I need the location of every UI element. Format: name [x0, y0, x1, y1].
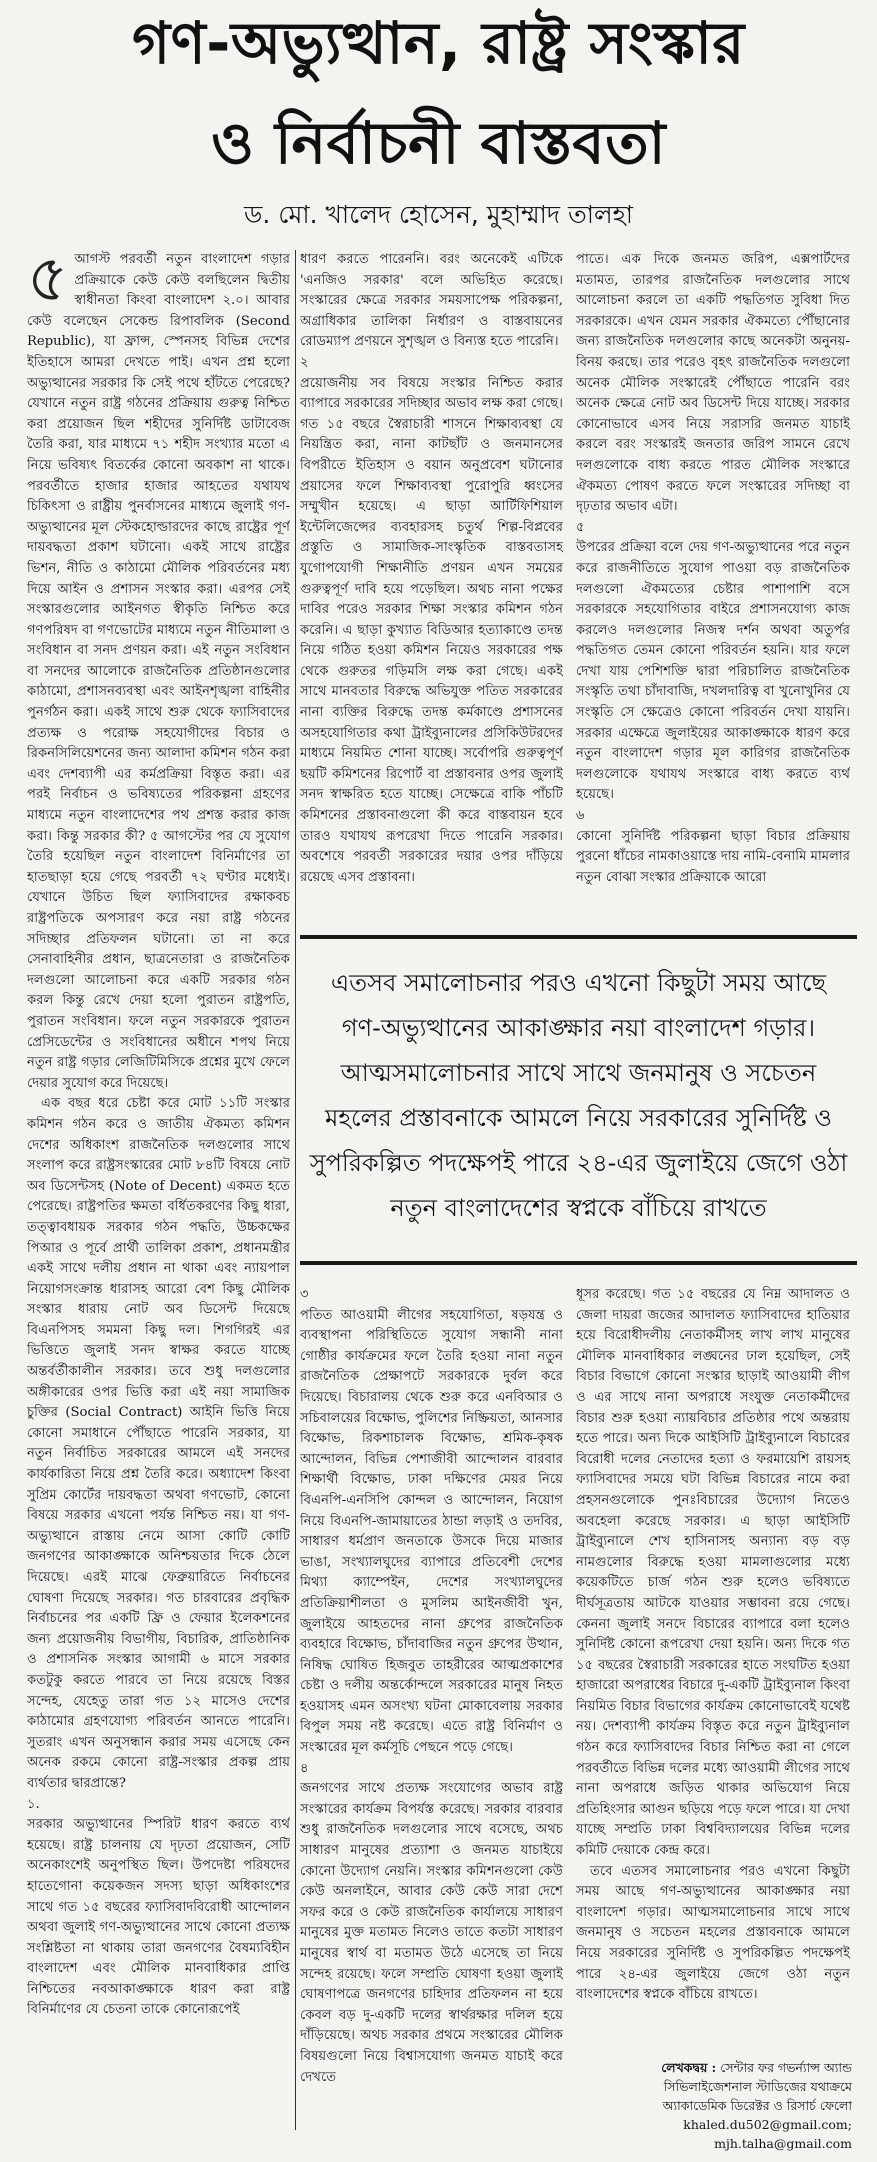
headline-line-2: ও নির্বাচনী বাস্তবতা [211, 109, 666, 177]
author-label: লেখকদ্বয় : [661, 2060, 717, 2075]
column-2-bottom [300, 1285, 563, 2135]
pull-quote [300, 935, 857, 1265]
paragraph: পতিত আওয়ামী লীগের সহযোগিতা, ষড়যন্ত্র ও ব্যবস্থাপনা পরিস্থিতিতে সুযোগ সন্ধানী নানা গোষ্ঠীর কার্যক্রমের ফলে তৈরি হওয়া নানা নতুন রাজনৈতিক প্রেক্ষাপটে সরকারকে দুর্বল করে দিয়েছে। বিচারালয় থেকে শুরু করে এনবিআর ও সচিবালয়ের বিক্ষোভ, পুলিশের নিষ্ক্রিয়তা, আনসার বিক্ষোভ, রিকশাচালক বিক্ষোভ, শ্রমিক-কৃষক আন্দোলন, বিভিন্ন পেশাজীবী আন্দোলন বারবার শিক্ষার্থী বিক্ষোভ, ঢাকা দক্ষিণের মেয়র নিয়ে বিএনপি-এনসিপি কোন্দল ও আন্দোলন, নিয়োগ নিয়ে বিএনপি-জামায়াতের ঠান্ডা লড়াই ও তদবির, সাধারণ ধর্মপ্রাণ জনতাকে উসকে দিয়ে মাজার ভাঙা, সংখ্যালঘুদের ব্যাপারে প্রতিবেশী দেশের মিথ্যা ক্যাম্পেইন, দেশের সংখ্যালঘুদের প্রতিক্রিয়াশীলতা ও মুসলিম আইনজীবী খুন, জুলাইয়ে আহতদের নানা গ্রুপের রাজনৈতিক ব্যবহারে বিক্ষোভ, চাঁদাবাজির নতুন গ্রুপের উত্থান, নিষিদ্ধ ঘোষিত হিজবুত তাহরীরের আত্মপ্রকাশের চেষ্টা ও দলীয় অন্তর্কোন্দলে সরকারের মানুষ নিহত হওয়াসহ এমন অসংখ্য ঘটনা মোকাবেলায় সরকার বিপুল সময় নষ্ট করেছে। এতে রাষ্ট্র বিনির্মাণ ও সংস্কারের মূল কর্মসূচি পেছনে পড়ে গেছে। [300, 1307, 563, 1756]
section-number: ১. [27, 1796, 40, 1812]
section-number: ৬ [576, 808, 585, 824]
column-1 [27, 250, 290, 2130]
author-affiliation-3: অ্যাকাডেমিক ডিরেক্টর ও রিসার্চ ফেলো [662, 2098, 852, 2113]
paragraph: ধূসর করেছে। গত ১৫ বছরের যে নিম্ন আদালত ও জেলা দায়রা জজের আদালত ফ্যাসিবাদের হাতিয়ার হয়ে বিরোধীদলীয় নেতাকর্মীসহ লাখ লাখ মানুষের মৌলিক মানবাধিকার লঙ্ঘনের ঢাল হয়েছিল, সেই বিচার বিভাগে কোনো সংস্কার ছাড়াই আওয়ামী লীগ ও এর সাথে নানা অপরাধে সংযুক্ত নেতাকর্মীদের বিচার শুরু হওয়া ন্যায়বিচার প্রতিষ্ঠার পথে অন্তরায় হতে পারে। অন্য দিকে আইসিটি ট্রাইব্যুনালে বিচারের বিরোধী দলের নেতাদের হত্যা ও ফরমায়েশি রায়সহ ফ্যাসিবাদের সময়ে ঘটা বিভিন্ন বিচারের নামে করা প্রহসনগুলোকে পুনঃবিচারের উদ্যোগ নিতেও অবহেলা করেছে সরকার। এ ছাড়া আইসিটি ট্রাইব্যুনালে শেখ হাসিনাসহ অন্যান্য বড় বড় নামগুলোর বিরুদ্ধে হওয়া মামলাগুলোর মধ্যে কয়েকটিতে চার্জ গঠন শুরু হলেও ভবিষ্যতে দীর্ঘসূত্রতায় আটকে যাওয়ার সম্ভাবনা রয়ে গেছে। কেননা জুলাই সনদে বিচারের ব্যাপারে বলা হলেও সুনির্দিষ্ট কোনো রূপরেখা দেয়া হয়নি। অন্য দিকে গত ১৫ বছরের স্বৈরাচারী সরকারের হাতে সংঘটিত হওয়া হাজারো অপরাধের বিচারে দু-একটি ট্রাইব্যুনাল কিংবা নিয়মিত বিচার বিভাগের কার্যক্রম কোনোভাবেই যথেষ্ট নয়। দেশব্যাপী কার্যক্রম বিস্তৃত করে নতুন ট্রাইব্যুনাল গঠন করে ফ্যাসিবাদের বিচার নিশ্চিত করা না গেলে পরবর্তীতে বিভিন্ন দলের মধ্যে আওয়ামী লীগের সাথে নানা অপরাধে জড়িত থাকার অভিযোগ নিয়ে প্রতিহিংসার আগুন ছড়িয়ে পড়ে ফলে পারে। যা দেখা যাচ্ছে সম্প্রতি ঢাকা বিশ্ববিদ্যালয়ের বিভিন্ন দলের কমিটি দেয়াকে কেন্দ্র করে। [576, 1287, 850, 1859]
byline: ড. মো. খালেদ হোসেন, মুহাম্মাদ তালহা [244, 200, 633, 229]
paragraph: উপরের প্রক্রিয়া বলে দেয় গণ-অভ্যুত্থানের পরে নতুন করে রাজনীতিতে সুযোগ পাওয়া বড় রাজনৈতিক দলগুলো ঐকমত্যের চেষ্টার পাশাপাশি বসে সরকারকে সহযোগিতার বাইরে প্রশাসনযোগ্য কাজ করলেও দলগুলোর নিজস্ব দর্শন অথবা অতুর্পর পদ্ধতিগত তেমন কোনো পরিবর্তন হয়নি। যার ফলে দেখা যায় পেশিশক্তি দ্বারা পরিচালিত রাজনৈতিক সংস্কৃতি তথা চাঁদাবাজি, দখলদারিত্ব বা খুনোখুনির যে সংস্কৃতি সে ক্ষেত্রেও কোনো পরিবর্তন দেখা যায়নি। সরকার এক্ষেত্রে জুলাইয়ের আকাঙ্ক্ষাকে ধারণ করে নতুন বাংলাদেশ গড়ার মূল কারিগর রাজনৈতিক দলগুলোকে যথাযথ সংস্কারে বাধ্য করতে ব্যর্থ হয়েছে। [576, 540, 850, 803]
column-3-bottom [576, 1285, 850, 2055]
author-affiliation-1: সেন্টার ফর গভর্ন্যান্স অ্যান্ড [720, 2060, 852, 2075]
paragraph: তবে এতসব সমালোচনার পরও এখনো কিছুটা সময় আছে গণ-অভ্যুত্থানের আকাঙ্ক্ষার নয়া বাংলাদেশ গড়ার। আত্মসমালোচনার সাথে সাথে জনমানুষ ও সচেতন মহলের প্রস্তাবনাকে আমলে নিয়ে সরকারের সুনির্দিষ্ট ও সুপরিকল্পিত পদক্ষেপই পারে ২৪-এর জুলাইয়ে জেগে ওঠা নতুন বাংলাদেশের স্বপ্নকে বাঁচিয়ে রাখতে। [576, 1863, 850, 2003]
section-number: ২ [300, 354, 309, 370]
section-number: ৩ [300, 1287, 309, 1302]
paragraph: কোনো সুনির্দিষ্ট পরিকল্পনা ছাড়া বিচার প্রক্রিয়ায় পুরনো ধাঁচের নামকাওয়াস্তে দায় নামি-বেনামি মামলার নতুন বোঝা সংস্কার প্রক্রিয়াকে আরো [576, 828, 850, 885]
author-info [622, 2058, 852, 2153]
section-number: ৫ [576, 519, 585, 535]
paragraph: এক বছর ধরে চেষ্টা করে মোট ১১টি সংস্কার কমিশন গঠন করে ও জাতীয় ঐকমত্য কমিশন দেশের অধিকাংশ রাজনৈতিক দলগুলোর সাথে সংলাপ করে রাষ্ট্রসংস্কারের মোট ৮৪টি বিষয়ে নোট অব ডিসেন্টসহ (Note of Decent) একমত হতে পেরেছে। রাষ্ট্রপতির ক্ষমতা বর্ধিতকরণের কিছু ধারা, তত্ত্বাবধায়ক সরকার গঠন পদ্ধতি, উচ্চকক্ষের পিআর ও পূর্বে প্রার্থী তালিকা প্রকাশ, প্রধানমন্ত্রীর একই সাথে দলীয় প্রধান না থাকা এবং ন্যায়পাল নিয়োগসংক্রান্ত ধারাসহ আরো বেশ কিছু মৌলিক সংস্কার ধারায় নোট অব ডিসেন্ট দিয়েছে বিএনপিসহ সমমনা কিছু দল। শিগগিরই এর ভিত্তিতে জুলাই সনদ স্বাক্ষর করতে যাচ্ছে অন্তর্বর্তীকালীন সরকার। তবে শুধু দলগুলোর অঙ্গীকারের ওপর ভিত্তি করা এই নয়া সামাজিক চুক্তির (Social Contract) আইনি ভিত্তি নিয়ে কোনো সমাধানে পৌঁছাতে পারেনি সরকার, যা নতুন নির্বাচিত সরকারের আমলে এই সনদের কার্যকারিতা নিয়ে প্রশ্ন তৈরি করে। অধ্যাদেশ কিংবা সুপ্রিম কোর্টের দায়বদ্ধতা অথবা গণভোট, কোনো বিষয়ে সরকার এখনো পর্যন্ত নিশ্চিত নয়। যা গণ-অভ্যুত্থানে রাস্তায় নেমে আসা কোটি কোটি জনগণের আকাঙ্ক্ষাকে অনিশ্চয়তার দিকে ঠেলে দিয়েছে। এরই মাঝে ফেব্রুয়ারিতে নির্বাচনের ঘোষণা দিয়েছে সরকার। গত চারবারের প্রবৃদ্ধিক নির্বাচনের পর একটি ফ্রি ও ফেয়ার ইলেকশনের জন্য প্রয়োজনীয় বিভাগীয়, বিচারিক, প্রাতিষ্ঠানিক ও প্রশাসনিক সংস্কার আগামী ৬ মাসে সরকার কতটুকু করতে পারবে তা নিয়ে রয়েছে বিস্তর সন্দেহ, যেহেতু তারা গত ১২ মাসেও দেশের কাঠামোর গ্রহণযোগ্য পরিবর্তন আনতে পারেনি। সুতরাং এখন অনুসন্ধান করার সময় এসেছে কেন অনেক রকমে কোনো রাষ্ট্র-সংস্কার প্রকল্প প্রায় ব্যর্থতার দ্বারপ্রান্তে? [27, 1096, 290, 1791]
paragraph: জনগণের সাথে প্রত্যক্ষ সংযোগের অভাব রাষ্ট্র সংস্কারের কার্যক্রম বিপর্যস্ত করেছে। সরকার বারবার শুধু রাজনৈতিক দলগুলোর সাথে বসেছে, অথচ সাধারণ মানুষের প্রত্যাশা ও জনমত যাচাইয়ে কোনো উদ্যোগ নেয়নি। সংস্কার কমিশনগুলো কেউ কেউ অনলাইনে, আবার কেউ কেউ সারা দেশে সফর করে ও কেউ রাজনৈতিক কার্যালয়ে সাধারণ মানুষের মুক্ত মতামত নিলেও তাতে কতটা সাধারণ মানুষের স্বার্থ বা মতামত উঠে এসেছে তা নিয়ে সন্দেহ রয়েছে। ফলে সম্প্রতি ঘোষণা হওয়া জুলাই ঘোষণাপত্রে জনগণের চাহিদার প্রতিফলন না হয়ে কেবল বড় দু-একটি দলের স্বার্থরক্ষার দলিল হয়ে দাঁড়িয়েছে। অথচ সরকার প্রথমে সংস্কারের মৌলিক বিষয়গুলো নিয়ে বিশ্বাসযোগ্য জনমত যাচাই করে দেখতে [300, 1781, 563, 2085]
drop-cap: ৫ [27, 250, 69, 316]
column-divider [295, 250, 296, 2130]
author-email-2: mjh.talha@gmail.com [714, 2136, 852, 2151]
paragraph: পাতে। এক দিকে জনমত জরিপ, এক্সপার্টদের মতামত, তারপর রাজনৈতিক দলগুলোর সাথে আলোচনা করলে তা একটি পদ্ধতিগত সুবিধা দিত সরকারকে। এখন যেমন সরকার ঐকমত্যে পৌঁছানোর জন্য রাজনৈতিক দলগুলোর কাছে অনেকটা অনুনয়-বিনয় করছে। তার পরেও বৃহৎ রাজনৈতিক দলগুলো অনেক মৌলিক সংস্কারেই পৌঁছাতে পারেনি বরং অনেক ক্ষেত্রে নোট অব ডিসেন্ট দিয়ে যাচ্ছে। সরকার কোনোভাবে এসব নিয়ে সরাসরি জনমত যাচাই করলে বরং সংস্কারই জনতার জরিপ সামনে রেখে দলগুলোকে বাধ্য করতে পারত মৌলিক সংস্কারে ঐকমত্য পোষণ করতে ফলে সংস্কারের সদিচ্ছা বা দৃঢ়তার অভাব এটা। [576, 252, 850, 515]
headline-line-1: গণ-অভ্যুত্থান, রাষ্ট্র সংস্কার [132, 9, 745, 77]
section-number: ৪ [300, 1760, 309, 1776]
paragraph: সরকার অভ্যুত্থানের স্পিরিট ধারণ করতে ব্যর্থ হয়েছে। রাষ্ট্র চালনায় যে দৃঢ়তা প্রয়োজন, সেটি অনেকাংশেই অনুপস্থিত ছিল। উপদেষ্টা পরিষদের হাতেগোনা কয়েকজন সদস্য ছাড়া অধিকাংশের সাথে গত ১৫ বছরের ফ্যাসিবাদবিরোধী আন্দোলন অথবা জুলাই গণ-অভ্যুত্থানের সাথে কোনো প্রত্যক্ষ সংশ্লিষ্টতা না থাকায় তারা জনগণের বৈষম্যবিহীন বাংলাদেশ এবং মৌলিক মানবাধিকার প্রাপ্তি নিশ্চিতের নবআকাঙ্ক্ষাকে ধারণ করা রাষ্ট্র বিনির্মাণের যে চেতনা তাকে কোনোরূপেই [27, 1817, 290, 2018]
pull-quote-text: এতসব সমালোচনার পরও এখনো কিছুটা সময় আছে গণ-অভ্যুত্থানের আকাঙ্ক্ষার নয়া বাংলাদেশ গড়ার। আত্মসমালোচনার সাথে সাথে জনমানুষ ও সচেতন মহলের প্রস্তাবনাকে আমলে নিয়ে সরকারের সুনির্দিষ্ট ও সুপরিকল্পিত পদক্ষেপই পারে ২৪-এর জুলাইয়ে জেগে ওঠা নতুন বাংলাদেশের স্বপ্নকে বাঁচিয়ে রাখতে [309, 969, 848, 1222]
author-affiliation-2: সিভিলাইজেশনাল স্টাডিজের যথাক্রমে [663, 2079, 852, 2094]
paragraph: প্রয়োজনীয় সব বিষয়ে সংস্কার নিশ্চিত করার ব্যাপারে সরকারের সদিচ্ছার অভাব লক্ষ করা গেছে। গত ১৫ বছরে স্বৈরাচারী শাসনে শিক্ষাব্যবস্থা যে নিয়ন্ত্রিত করা, নানা কাটছাঁট ও জনমানসের বিপরীতে ইতিহাস ও বয়ান অনুপ্রবেশ ঘটানোর প্রয়াসের ফলে শিক্ষাব্যবস্থা পুরোপুরি ধ্বংসের সম্মুখীন হয়েছে। এ ছাড়া আর্টিফিশিয়াল ইন্টেলিজেন্সের ব্যবহারসহ চতুর্থ শিল্প-বিপ্লবের প্রস্তুতি ও সামাজিক-সাংস্কৃতিক বাস্তবতাসহ যুগোপযোগী শিক্ষানীতি প্রণয়ন এখন সময়ের গুরুত্বপূর্ণ দাবি হয়ে পড়েছিল। অথচ নানা পক্ষের দাবির পরেও সরকার শিক্ষা সংস্কার কমিশন গঠন করেনি। এ ছাড়া কুখ্যাত বিডিআর হত্যাকাণ্ডে তদন্ত নিয়ে গঠিত হওয়া কমিশন নিয়েও সরকারের পক্ষ থেকে গুরুতর গড়িমসি লক্ষ করা গেছে। একই সাথে মানবতার বিরুদ্ধে অভিযুক্ত পতিত সরকারের নানা ব্যক্তির বিরুদ্ধে তদন্ত কর্মকাণ্ডে প্রশাসনের অসহযোগিতার কথা ট্রাইব্যুনালের প্রসিকিউটরদের মাধ্যমে নিয়মিত শোনা যাচ্ছে। সর্বোপরি গুরুত্বপূর্ণ ছয়টি কমিশনের রিপোর্ট বা প্রস্তাবনার ওপর জুলাই সনদ স্বাক্ষরিত হতে যাচ্ছে। সেক্ষেত্রে বাকি পাঁচটি কমিশনের প্রস্তাবনাগুলো কী করে বাস্তবায়ন হবে তারও যথাযথ রূপরেখা দিতে পারেনি সরকার। অবশেষে পরবর্তী সরকারের দয়ার ওপর দাঁড়িয়ে রয়েছে এসব প্রস্তাবনা। [300, 375, 563, 885]
column-2-top [300, 250, 563, 920]
paragraph: ধারণ করতে পারেননি। বরং অনেকেই এটিকে 'এনজিও সরকার' বলে অভিহিত করেছে। সংস্কারের ক্ষেত্রে সরকার সময়সাপেক্ষ পরিকল্পনা, অগ্রাধিকার তালিকা নির্ধারণ ও বাস্তবায়নের রোডম্যাপ প্রণয়নে সুশৃঙ্খল ও বিন্যস্ত হতে পারেনি। [300, 252, 563, 350]
author-email-1: khaled.du502@gmail.com; [683, 2117, 852, 2132]
paragraph: আগস্ট পরবর্তী নতুন বাংলাদেশ গড়ার প্রক্রিয়াকে কেউ কেউ বলছিলেন দ্বিতীয় স্বাধীনতা কিংবা বাংলাদেশ ২.০। আবার কেউ বলেছেন সেকেন্ড রিপাবলিক (Second Republic), যা ফ্রান্স, স্পেনসহ বিভিন্ন দেশের ইতিহাসে আমরা দেখতে পাই। এখন প্রশ্ন হলো অভ্যুত্থানের সরকার কি সেই পথে হাঁটতে পেরেছে? যেখানে নতুন রাষ্ট্র গঠনের প্রক্রিয়ায় গুরুত্ব নিশ্চিত করা প্রয়োজন ছিল শহীদের সুনির্দিষ্ট ডাটাবেজ তৈরি করা, যার মাধ্যমে ৭১ শহীদ সংখ্যার মতো এ নিয়ে ভবিষ্যৎ বিতর্কের কোনো অবকাশ না থাকে। পরবর্তীতে হাজার হাজার আহতের যথাযথ চিকিৎসা ও রাষ্ট্রীয় পুনর্বাসনের মাধ্যমে জুলাই গণ-অভ্যুত্থানের মূল স্টেকহোল্ডারদের কাছে রাষ্ট্রের পূর্ণ দায়বদ্ধতা প্রকাশ ঘটানো। একই সাথে রাষ্ট্রের ভিশন, নীতি ও কাঠামো মৌলিক পরিবর্তনের মধ্য দিয়ে আইন ও প্রশাসন সংস্কার করা। এরপর সেই সংস্কারগুলোর আইনগত স্বীকৃতি নিশ্চিত করে গণপরিষদ বা গণভোটের মাধ্যমে নতুন নীতিমালা ও সংবিধান বা সনদ প্রণয়ন করা। এই নতুন সংবিধান বা সনদের আলোকে রাজনৈতিক প্রতিষ্ঠানগুলোর কাঠামো, প্রশাসনব্যবস্থা এবং আইনশৃঙ্খলা বাহিনীর পুনর্গঠন করা। একই সাথে শুরু থেকে ফ্যাসিবাদের প্রত্যক্ষ ও পরোক্ষ সহযোগীদের বিচার ও রিকনসিলিয়েশনের জন্য আলাদা কমিশন গঠন করা এবং দেশব্যাপী এর কর্মপ্রক্রিয়া বিস্তৃত করা। এর পরই নির্বাচন ও ভবিষ্যতের পরিকল্পনা গ্রহণের মাধ্যমে নতুন বাংলাদেশের পথ প্রশস্ত করার কাজ করা। কিন্তু সরকার কী? ৫ আগস্টের পর যে সুযোগ তৈরি হয়েছিল নতুন বাংলাদেশ বিনির্মাণের তা হাতছাড়া হয়ে গেছে পরবর্তী ৭২ ঘণ্টার মধ্যেই। যেখানে উচিত ছিল ফ্যাসিবাদের রক্ষাকবচ রাষ্ট্রপতিকে অপসারণ করে নয়া রাষ্ট্র গঠনের সদিচ্ছার প্রতিফলন ঘটানো। তা না করে সেনাবাহিনীর প্রধান, ছাত্রনেতারা ও রাজনৈতিক দলগুলো আলোচনা করে একটি সরকার গঠন করল কিন্তু রেখে দেয়া হলো পুরাতন রাষ্ট্রপতি, পুরাতন সংবিধান। ফলে নতুন সরকারকে পুরাতন প্রেসিডেন্টের ও সংবিধানের অধীনে শপথ নিয়ে নতুন রাষ্ট্র গড়ার লেজিটিমিসিকে প্রশ্নের মুখে ফেলে দেয়ার সুযোগ করে দিয়েছে। [27, 252, 290, 1091]
column-3-top [576, 250, 850, 920]
